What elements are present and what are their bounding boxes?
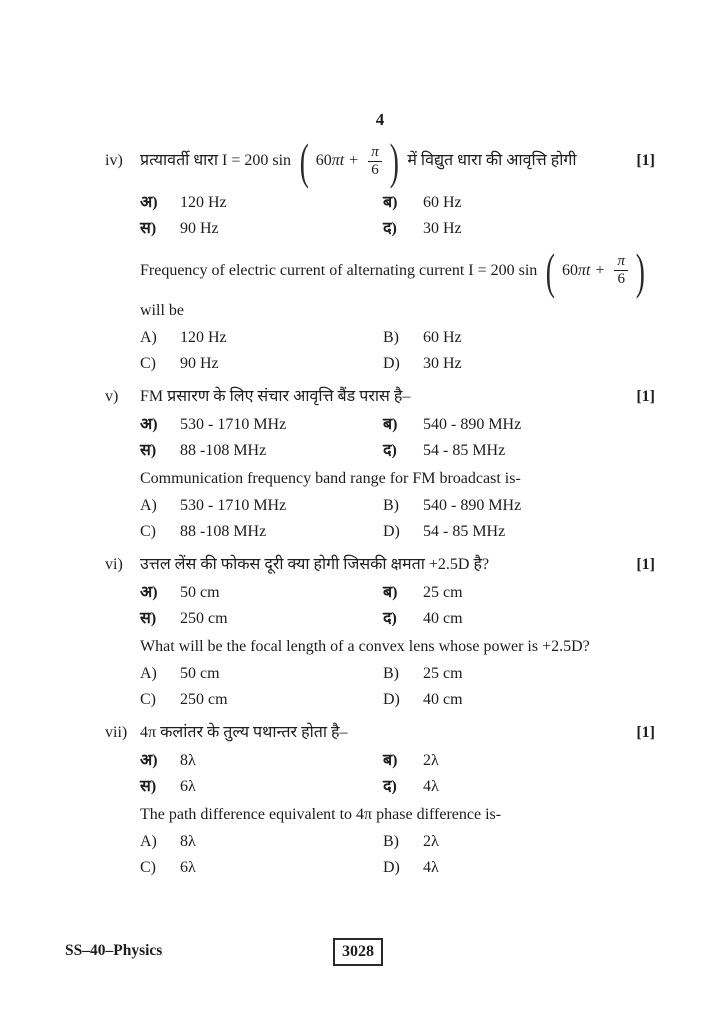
option-text: 40 cm — [423, 610, 463, 627]
option-item — [383, 327, 655, 349]
paren-close: ) — [635, 242, 645, 299]
option-item — [383, 776, 655, 798]
question-number: vi) — [105, 556, 123, 573]
question-number: iv) — [105, 152, 123, 170]
booklet-number-box: 3028 — [333, 938, 383, 966]
option-item — [140, 776, 383, 798]
option-label: द) — [383, 610, 397, 627]
question-block — [105, 384, 655, 543]
option-item — [140, 582, 383, 604]
question-text-hindi — [140, 552, 636, 578]
option-item — [383, 353, 655, 375]
questions-container — [105, 135, 655, 879]
options-hindi — [140, 192, 655, 240]
fraction-numerator: π — [368, 144, 382, 162]
option-label: B) — [383, 833, 399, 850]
option-label: B) — [383, 329, 399, 346]
question-text-hindi — [140, 135, 636, 188]
option-text: 88 -108 MHz — [180, 442, 267, 459]
option-item — [383, 663, 655, 685]
option-text: 120 Hz — [180, 193, 227, 211]
hindi-question-post: में विद्युत धारा की आवृत्ति होगी — [407, 151, 577, 169]
formula-coefficient: 60 — [561, 261, 578, 279]
option-label: A) — [140, 665, 157, 682]
option-text: 54 - 85 MHz — [423, 442, 506, 459]
option-label: ब) — [383, 752, 398, 769]
option-label: अ) — [140, 416, 158, 433]
option-text: 90 Hz — [180, 219, 219, 237]
option-label: ब) — [383, 416, 398, 433]
formula-body — [316, 148, 364, 174]
formula-variables: πt — [577, 261, 591, 279]
option-text: 25 cm — [423, 584, 463, 601]
formula-operator: + — [349, 152, 359, 170]
option-item — [140, 857, 383, 879]
paren-open: ( — [299, 133, 309, 189]
formula-body — [562, 259, 610, 283]
marks-badge: [1] — [636, 152, 655, 170]
option-item — [383, 495, 655, 517]
paper-code: SS–40–Physics — [65, 942, 163, 959]
hindi-question-pre: FM प्रसारण के लिए संचार आवृत्ति बैंड परास है– — [140, 388, 411, 405]
option-item — [383, 521, 655, 543]
fraction-numerator: π — [614, 253, 628, 271]
question-block — [105, 720, 655, 879]
marks-badge: [1] — [636, 556, 655, 573]
option-label: अ) — [140, 193, 158, 211]
fraction — [614, 253, 628, 289]
options-english — [140, 663, 655, 711]
option-label: द) — [383, 219, 397, 237]
paren-close: ) — [389, 133, 399, 189]
option-item — [383, 414, 655, 436]
options-hindi — [140, 582, 655, 630]
option-text: 88 -108 MHz — [180, 523, 267, 540]
question-text-english — [140, 803, 655, 827]
option-text: 54 - 85 MHz — [423, 523, 506, 540]
option-text: 60 Hz — [423, 329, 462, 346]
option-item — [383, 218, 655, 240]
question-text-hindi — [140, 720, 636, 746]
option-text: 4λ — [423, 859, 439, 876]
marks-badge: [1] — [636, 724, 655, 741]
option-text: 60 Hz — [423, 193, 462, 211]
option-item — [140, 689, 383, 711]
option-item — [140, 353, 383, 375]
question-text-hindi — [140, 384, 636, 410]
option-text: 50 cm — [180, 665, 220, 682]
question-text-english — [140, 467, 655, 491]
option-label: स) — [140, 778, 157, 795]
option-text: 30 Hz — [423, 219, 462, 237]
option-text: 4λ — [423, 778, 439, 795]
option-item — [140, 663, 383, 685]
english-question-pre: What will be the focal length of a convex lens whose power is +2.5D? — [140, 638, 590, 655]
formula-variables: πt — [331, 152, 345, 170]
option-item — [140, 414, 383, 436]
options-english — [140, 831, 655, 879]
option-item — [383, 857, 655, 879]
question-header — [105, 552, 655, 578]
page-number: 4 — [375, 110, 385, 129]
option-label: द) — [383, 442, 397, 459]
option-item — [140, 440, 383, 462]
question-block — [105, 135, 655, 375]
option-text: 40 cm — [423, 691, 463, 708]
english-question-pre: Frequency of electric current of alternating current I = 200 sin — [140, 261, 538, 279]
option-label: A) — [140, 833, 157, 850]
marks-badge: [1] — [636, 388, 655, 405]
hindi-question-pre: 4π कलांतर के तुल्य पथान्तर होता है– — [140, 724, 348, 741]
english-question-pre: Communication frequency band range for FM broadcast is- — [140, 470, 521, 487]
formula-coefficient: 60 — [315, 152, 332, 170]
option-label: D) — [383, 691, 400, 708]
option-item — [383, 440, 655, 462]
option-item — [383, 192, 655, 214]
option-label: B) — [383, 665, 399, 682]
options-hindi — [140, 414, 655, 462]
option-text: 30 Hz — [423, 355, 462, 372]
option-item — [383, 831, 655, 853]
paren-open: ( — [546, 242, 556, 299]
hindi-question-pre: उत्तल लेंस की फोकस दूरी क्या होगी जिसकी क्षमता +2.5D है? — [140, 556, 490, 573]
english-question-pre: The path difference equivalent to 4π phase difference is- — [140, 806, 502, 823]
options-english — [140, 327, 655, 375]
option-label: C) — [140, 523, 156, 540]
question-number: v) — [105, 388, 119, 405]
option-text: 2λ — [423, 833, 439, 850]
option-text: 8λ — [180, 833, 196, 850]
option-label: ब) — [383, 193, 398, 211]
option-label: स) — [140, 610, 157, 627]
options-english — [140, 495, 655, 543]
option-label: अ) — [140, 584, 158, 601]
option-text: 25 cm — [423, 665, 463, 682]
question-number: vii) — [105, 724, 128, 741]
option-label: D) — [383, 859, 400, 876]
fraction — [368, 144, 382, 180]
option-item — [140, 750, 383, 772]
option-text: 530 - 1710 MHz — [180, 497, 287, 514]
option-label: D) — [383, 355, 400, 372]
option-item — [140, 608, 383, 630]
option-item — [140, 521, 383, 543]
option-item — [140, 495, 383, 517]
option-text: 120 Hz — [180, 329, 227, 346]
option-item — [383, 689, 655, 711]
option-item — [140, 192, 383, 214]
option-label: B) — [383, 497, 399, 514]
question-text-english — [140, 635, 655, 659]
option-label: A) — [140, 329, 157, 346]
option-label: C) — [140, 691, 156, 708]
option-item — [140, 218, 383, 240]
option-item — [383, 582, 655, 604]
option-label: A) — [140, 497, 157, 514]
option-text: 540 - 890 MHz — [423, 497, 522, 514]
english-question-line2: will be — [140, 302, 184, 319]
question-header — [105, 135, 655, 188]
page-footer — [0, 938, 725, 970]
option-label: C) — [140, 355, 156, 372]
option-label: C) — [140, 859, 156, 876]
option-item — [140, 831, 383, 853]
option-text: 6λ — [180, 778, 196, 795]
option-label: स) — [140, 219, 157, 237]
option-item — [383, 608, 655, 630]
option-text: 530 - 1710 MHz — [180, 416, 287, 433]
option-label: स) — [140, 442, 157, 459]
hindi-question-pre: प्रत्यावर्ती धारा I = 200 sin — [140, 151, 292, 169]
option-text: 6λ — [180, 859, 196, 876]
fraction-denominator: 6 — [617, 271, 625, 288]
inline-formula — [296, 135, 402, 188]
option-text: 50 cm — [180, 584, 220, 601]
option-text: 250 cm — [180, 691, 228, 708]
formula-operator: + — [595, 261, 605, 279]
option-label: अ) — [140, 752, 158, 769]
option-item — [140, 327, 383, 349]
option-text: 250 cm — [180, 610, 228, 627]
option-label: ब) — [383, 584, 398, 601]
option-label: D) — [383, 523, 400, 540]
option-text: 2λ — [423, 752, 439, 769]
options-hindi — [140, 750, 655, 798]
option-label: द) — [383, 778, 397, 795]
option-item — [383, 750, 655, 772]
option-text: 540 - 890 MHz — [423, 416, 522, 433]
question-header — [105, 720, 655, 746]
question-text-english — [140, 242, 655, 299]
option-text: 8λ — [180, 752, 196, 769]
question-block — [105, 552, 655, 711]
question-header — [105, 384, 655, 410]
option-text: 90 Hz — [180, 355, 219, 372]
inline-formula — [542, 242, 648, 299]
fraction-denominator: 6 — [371, 161, 379, 178]
